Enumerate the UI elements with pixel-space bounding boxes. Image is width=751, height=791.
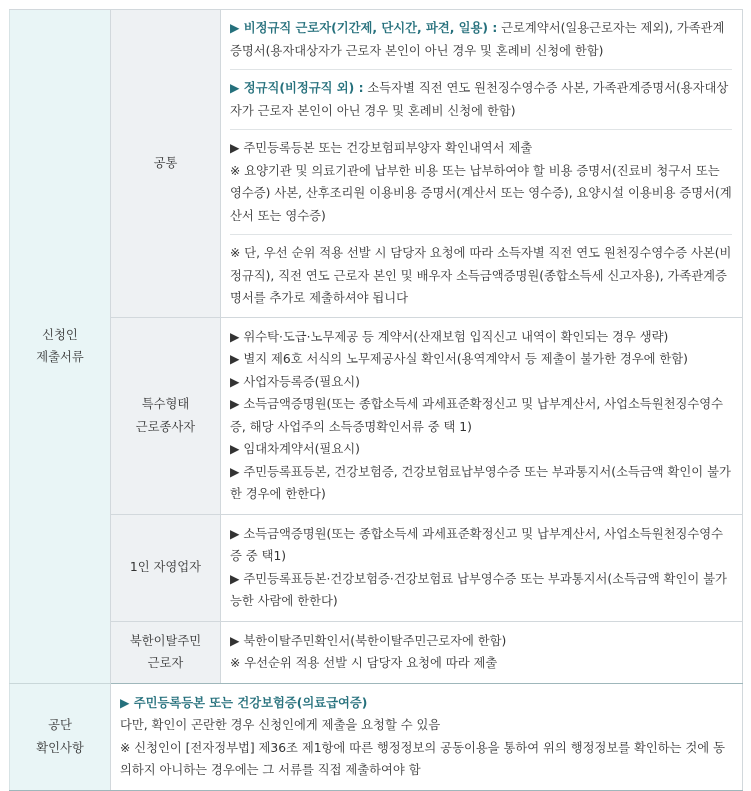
row-self-employed (10, 514, 743, 621)
gongdan-content (111, 683, 743, 790)
nk-defector-doc-item: ▶ 북한이탈주민확인서(북한이탈주민근로자에 한함) (230, 633, 507, 648)
self-employed-doc-item: ▶ 주민등록표등본·건강보험증·건강보험료 납부영수증 또는 부과통지서(소득금액 확인이 불가능한 사람에 한한다) (230, 571, 727, 608)
common-block-residence (230, 129, 732, 234)
special-doc-item: ▶ 사업자등록증(필요시) (230, 374, 360, 389)
nk-defector-label (111, 621, 221, 683)
medical-cost-note: ※ 요양기관 및 의료기관에 납부한 비용 또는 납부하여야 할 비용 증명서(진료비 청구서 또는 영수증) 사본, 산후조리원 이용비용 증명서(계산서 또는 영수증), 요양시설 이용비용 증명서(계산서 또는 영수증) (230, 163, 732, 223)
common-content (221, 10, 743, 318)
apply-docs-header-line2: 제출서류 (36, 350, 84, 365)
apply-docs-header-line1: 신청인 (42, 327, 78, 342)
special-doc-item: ▶ 소득금액증명원(또는 종합소득세 과세표준확정신고 및 납부계산서, 사업소득원천징수영수증, 해당 사업주의 소득증명확인서류 중 택 1) (230, 397, 724, 434)
row-gongdan (10, 683, 743, 790)
gongdan-emphasis: ▶ 주민등록등본 또는 건강보험증(의료급여증) (120, 695, 368, 710)
row-north-korean (10, 621, 743, 683)
gongdan-header (10, 683, 111, 790)
document-table (9, 9, 743, 791)
common-block-regular (230, 69, 732, 129)
gongdan-note: 다만, 확인이 곤란한 경우 신청인에게 제출을 요청할 수 있음 (120, 718, 441, 732)
regular-worker-heading: ▶ 정규직(비정규직 외) : (230, 81, 364, 95)
common-label: 공통 (111, 10, 221, 318)
nk-defector-content (221, 621, 743, 683)
self-employed-content (221, 514, 743, 621)
self-employed-label: 1인 자영업자 (111, 514, 221, 621)
self-employed-doc-item: ▶ 소득금액증명원(또는 종합소득세 과세표준확정신고 및 납부계산서, 사업소득원천징수영수증 중 택1) (230, 526, 724, 563)
nk-defector-label-line1: 북한이탈주민 (129, 633, 202, 648)
regular-worker-docs: 소득자별 직전 연도 원천징수영수증 사본, 가족관계증명서(용자대상자가 근로자 본인이 아닌 경우 및 혼례비 신청에 한함) (230, 81, 729, 118)
irregular-worker-heading: ▶ 비정규직 근로자(기간제, 단시간, 파견, 일용) : (230, 21, 498, 35)
row-special (10, 317, 743, 514)
residence-cert-line: ▶ 주민등록등본 또는 건강보험피부양자 확인내역서 제출 (230, 141, 533, 155)
special-doc-item: ▶ 주민등록표등본, 건강보험증, 건강보험료납부영수증 또는 부과통지서(소득금액 확인이 불가한 경우에 한한다) (230, 464, 731, 501)
common-block-irregular (230, 10, 732, 69)
gongdan-consent-note: ※ 신청인이 [전자정부법] 제36조 제1항에 따른 행정정보의 공동이용을 통하여 위의 행정정보를 확인하는 것에 동의하지 아니하는 경우에는 그 서류를 직접 제출하여야 함 (120, 740, 725, 777)
irregular-worker-docs: 근로계약서(일용근로자는 제외), 가족관계증명서(용자대상자가 근로자 본인이 아닌 경우 및 혼례비 신청에 한함) (230, 21, 725, 58)
apply-docs-header (10, 10, 111, 684)
special-worker-content (221, 317, 743, 514)
special-worker-label (111, 317, 221, 514)
special-doc-item: ▶ 위수탁·도급·노무제공 등 계약서(산재보험 입직신고 내역이 확인되는 경우 생략) (230, 329, 669, 344)
special-worker-label-line2: 근로종사자 (135, 419, 196, 434)
gongdan-header-line2: 확인사항 (36, 740, 84, 755)
row-common (10, 10, 743, 318)
nk-defector-label-line2: 근로자 (147, 656, 184, 670)
priority-selection-note: ※ 단, 우선 순위 적용 선발 시 담당자 요청에 따라 소득자별 직전 연도 원천징수영수증 사본(비정규직), 직전 연도 근로자 본인 및 배우자 소득금액증명원(종합소득세 신고자용), 가족관계증명서를 추가로 제출하셔야 됩니다 (230, 246, 732, 305)
special-doc-item: ▶ 별지 제6호 서식의 노무제공사실 확인서(용역계약서 등 제출이 불가한 경우에 한함) (230, 352, 688, 366)
nk-defector-doc-item: ※ 우선순위 적용 선발 시 담당자 요청에 따라 제출 (230, 656, 498, 670)
special-doc-item: ▶ 임대차계약서(필요시) (230, 442, 360, 456)
common-block-priority (230, 234, 732, 317)
gongdan-header-line1: 공단 (48, 718, 72, 732)
special-worker-label-line1: 특수형태 (141, 397, 190, 411)
